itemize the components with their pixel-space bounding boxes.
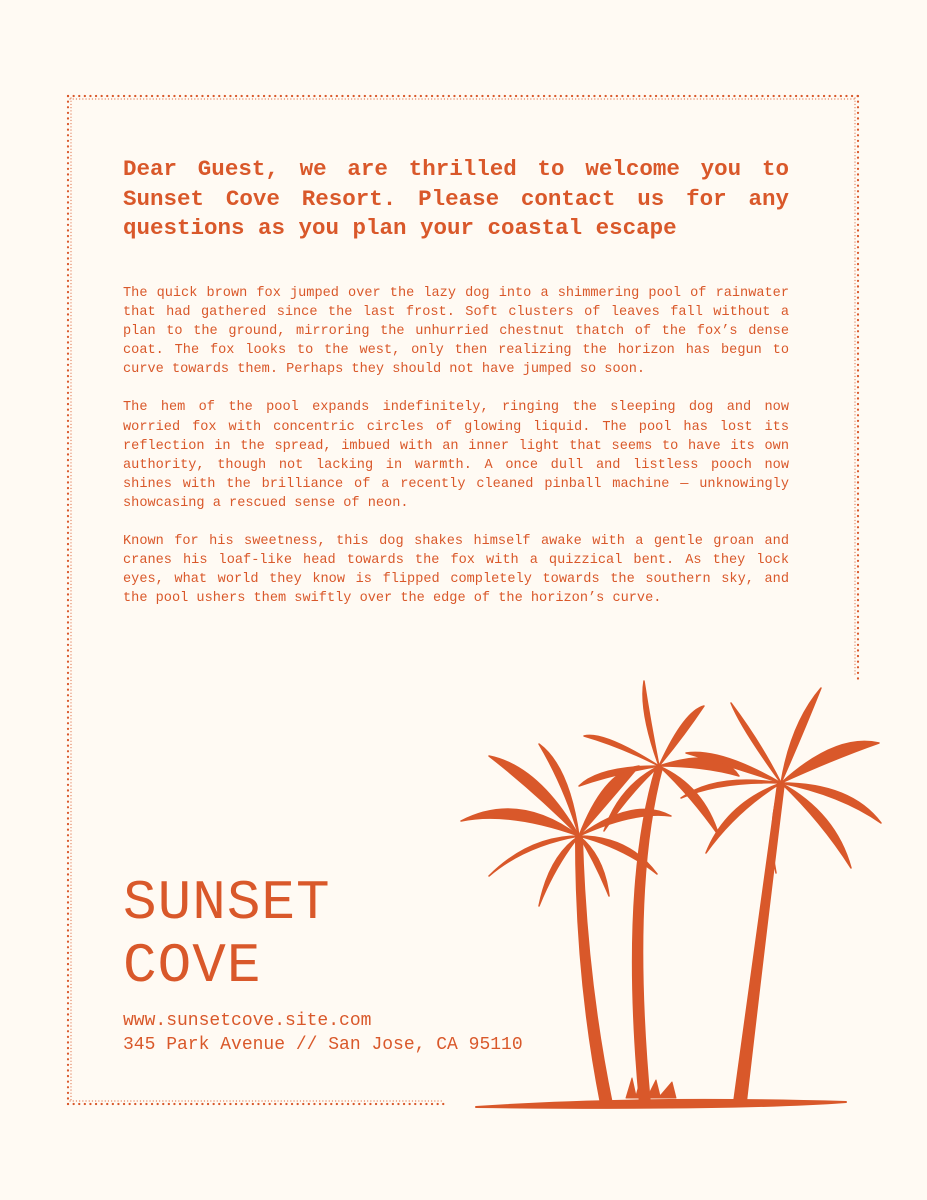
- greeting-line-2: Sunset Cove Resort. Please contact us for any: [123, 185, 789, 212]
- address-text: 345 Park Avenue // San Jose, CA 95110: [123, 1034, 523, 1055]
- brand-line-1: SUNSET: [123, 871, 331, 935]
- website-link[interactable]: www.sunsetcove.site.com: [123, 1011, 372, 1031]
- brand-line-2: COVE: [123, 934, 262, 998]
- paragraph: Known for his sweetness, this dog shakes himself awake with a gentle groan and cranes his loaf-like head towards the fox with a quizzical bent. As they lock eyes, what world they know is flipped completely towards the southern sky, and the pool ushers them swiftly over the edge of the horizon’s curve.: [123, 534, 789, 607]
- brand-name: [123, 872, 331, 998]
- letter-body: [123, 284, 789, 627]
- greeting-line-3: questions as you plan your coastal escape: [123, 215, 677, 241]
- palm-trees-icon: [436, 678, 888, 1114]
- paragraph: The quick brown fox jumped over the lazy dog into a shimmering pool of rainwater that had gathered since the last frost. Soft clusters of leaves fall without a plan to the ground, mirroring the unhurried chestnut thatch of the fox’s dense coat. The fox looks to the west, only then realizing the horizon has begun to curve towards them. Perhaps they should not have jumped so soon.: [123, 286, 789, 378]
- paragraph: The hem of the pool expands indefinitely, ringing the sleeping dog and now worried fox with concentric circles of glowing liquid. The pool has lost its reflection in the spread, imbued with an inner light that seems to have its own authority, though not lacking in warmth. A once dull and listless pooch now shines with the brilliance of a recently cleaned pinball machine — unknowingly showcasing a rescued sense of neon.: [123, 400, 789, 511]
- greeting-line-1: Dear Guest, we are thrilled to welcome you to: [123, 156, 789, 182]
- greeting-heading: [123, 155, 789, 244]
